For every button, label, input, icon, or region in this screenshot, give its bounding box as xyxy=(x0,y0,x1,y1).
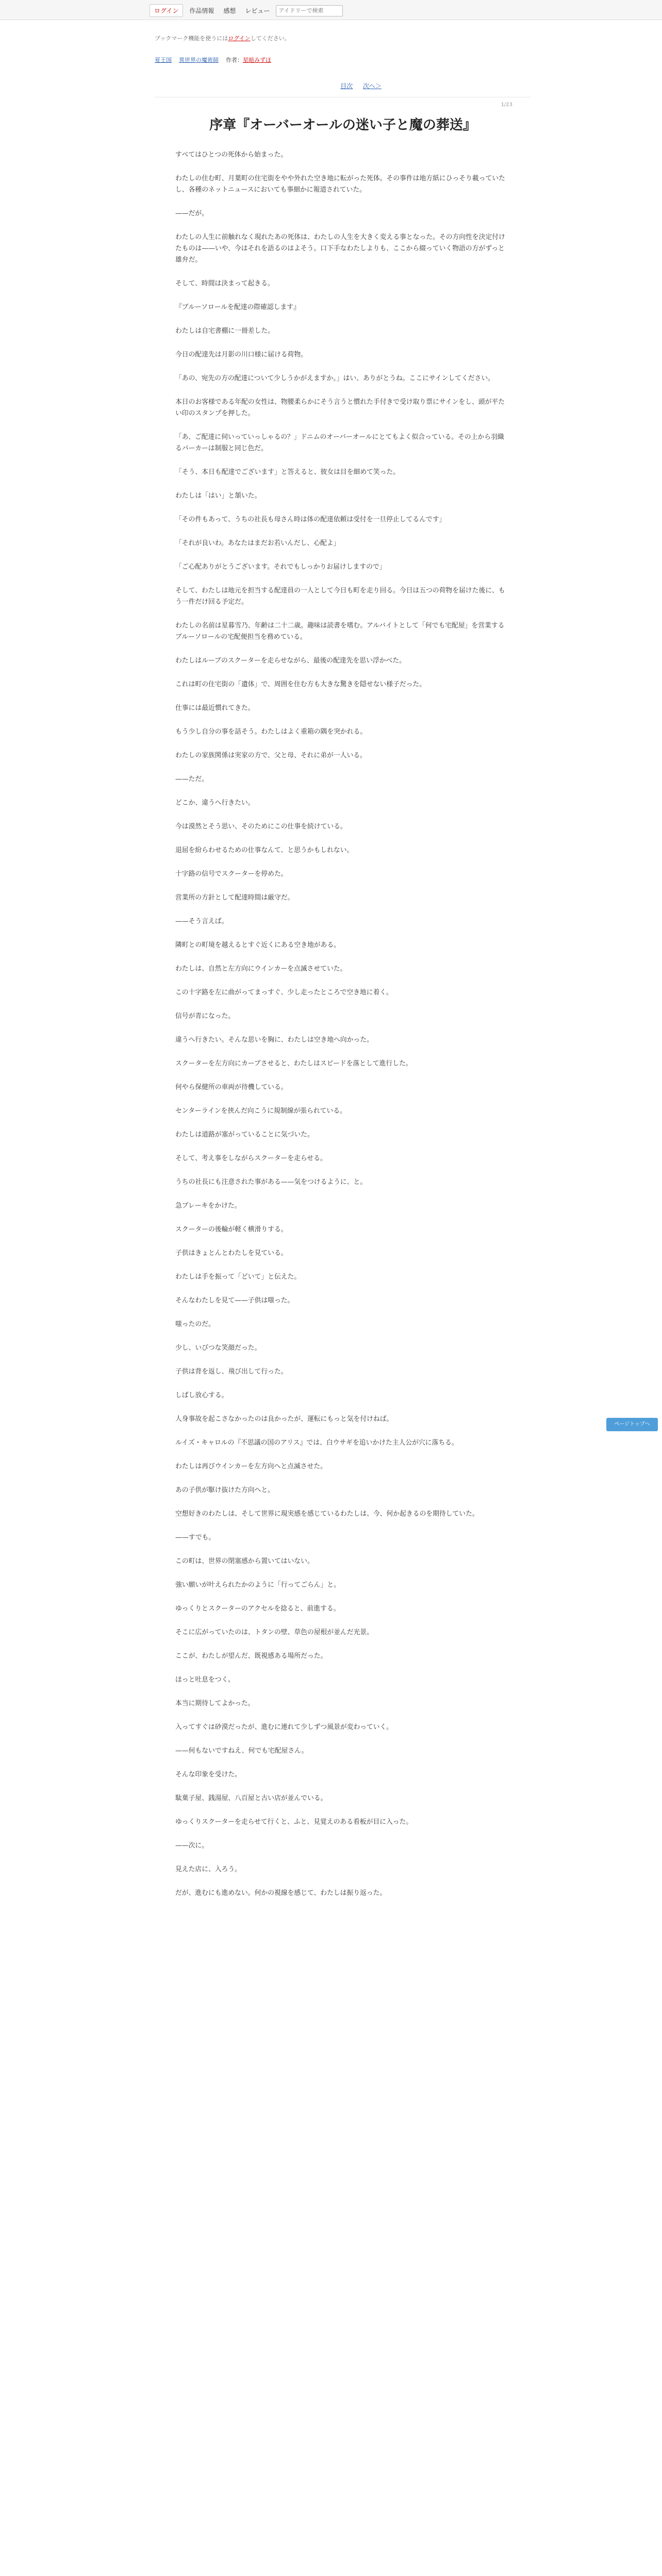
body-paragraph: 隣町との町境を越えるとすぐ近くにある空き地がある。 xyxy=(175,941,340,949)
body-paragraph: 急ブレーキをかけた。 xyxy=(175,1202,241,1210)
author-prefix: 作者： xyxy=(226,57,243,63)
body-paragraph: 「ご心配ありがとうございます。それでもしっかりお届けしますので」 xyxy=(175,563,386,571)
body-paragraph: 仕事には最近慣れてきた。 xyxy=(175,704,255,712)
body-paragraph: わたしは、自然と左方向にウインカーを点滅させていた。 xyxy=(175,965,347,973)
body-paragraph: 営業所の方針として配達時間は厳守だ。 xyxy=(175,894,294,902)
body-paragraph: 駄菓子屋、銭湯屋、八百屋と古い店が並んでいる。 xyxy=(175,1794,327,1802)
body-paragraph: 今は漠然とそう思い、そのためにこの仕事を続けている。 xyxy=(175,823,347,831)
body-paragraph: ほっと吐息をつく。 xyxy=(175,1676,235,1684)
body-paragraph: ゆっくりスクーターを走らせて行くと、ふと、見覚えのある看板が目に入った。 xyxy=(175,1818,413,1826)
top-bar-inner xyxy=(150,4,343,17)
breadcrumb-series[interactable]: 夏王国 xyxy=(155,57,172,63)
body-paragraph: 信号が青になった。 xyxy=(175,1012,235,1020)
body-paragraph: ——ただ。 xyxy=(175,775,208,783)
body-paragraph: 「あの、宛先の方の配達について少しうかがえますか。」はい、ありがとうね。ここにサインしてください。 xyxy=(175,375,494,382)
body-paragraph: ——すでも。 xyxy=(175,1534,216,1541)
body-paragraph: わたしは自宅書棚に一冊差した。 xyxy=(175,327,274,335)
pager-index-link[interactable]: 目次 xyxy=(340,82,353,90)
body-paragraph: 少し、いびつな笑顔だった。 xyxy=(175,1344,261,1352)
nav-work-info[interactable]: 作品情報 xyxy=(189,7,214,14)
pager-top xyxy=(309,81,412,90)
breadcrumb-work[interactable]: 異世界の魔術師 xyxy=(179,57,219,63)
body-paragraph: スクーターの後輪が軽く横滑りする。 xyxy=(175,1226,288,1233)
body-paragraph: わたしは再びウインカーを左方向へと点滅させた。 xyxy=(175,1463,327,1470)
body-paragraph: ——何もないですねえ、何でも宅配屋さん。 xyxy=(175,1747,308,1755)
notice-login-link[interactable]: ログイン xyxy=(228,35,251,42)
body-paragraph: この町は、世界の閉塞感から置いてはいない。 xyxy=(175,1557,314,1565)
body-paragraph: わたしの家族関係は実家の方で、父と母、それに弟が一人いる。 xyxy=(175,752,367,759)
search-input[interactable] xyxy=(276,5,343,16)
body-paragraph: 違うへ行きたい。そんな思いを胸に、わたしは空き地へ向かった。 xyxy=(175,1036,373,1044)
body-paragraph: ——次に。 xyxy=(175,1842,208,1850)
body-paragraph: ここが、わたしが望んだ、既視感ある場所だった。 xyxy=(175,1652,327,1660)
body-paragraph: そして、考え事をしながらスクーターを走らせる。 xyxy=(175,1155,327,1162)
notice-prefix: ブックマーク機能を使うには xyxy=(155,35,228,42)
body-paragraph: わたしの名前は星暮雪乃、年齢は二十二歳。趣味は読書を嗜む。アルバイトとして「何でも宅配屋」を営業するブルーソロールの宅配便担当を務めている。 xyxy=(175,622,505,641)
body-paragraph: わたしの住む町、月葉町の住宅街をやや外れた空き地に転がった死体。その事件は地方紙にひっそり載っていたし、各種のネットニュースにおいても事細かに報道されていた。 xyxy=(175,175,505,194)
top-bar xyxy=(0,0,662,20)
login-button[interactable]: ログイン xyxy=(150,4,183,17)
body-paragraph: 子供は背を返し、飛び出して行った。 xyxy=(175,1368,288,1376)
body-paragraph: スクーターを左方向にカーブさせると、わたしはスピードを落として進行した。 xyxy=(175,1060,412,1067)
body-paragraph: 「そう、本日も配達でございます」と答えると、彼女は目を細めて笑った。 xyxy=(175,468,400,476)
body-paragraph: 「あ、ご配達に伺いっていっしゃるの？」ドニムのオーバーオールにとてもよく似合っている。その上から羽織るパーカーは制服と同じ色だ。 xyxy=(175,433,504,452)
breadcrumb-author xyxy=(226,56,271,64)
body-paragraph: これは町の住宅街の「遺体」で、周囲を住む方も大きな驚きを隠せない様子だった。 xyxy=(175,681,426,688)
body-paragraph: 何やら保健所の車両が待機している。 xyxy=(175,1083,288,1091)
body-paragraph: ——だが。 xyxy=(175,210,208,217)
breadcrumb xyxy=(155,56,271,64)
body-paragraph: わたしは「はい」と頷いた。 xyxy=(175,492,261,500)
body-paragraph: そんな印象を受けた。 xyxy=(175,1771,241,1778)
body-paragraph: 十字路の信号でスクーターを停めた。 xyxy=(175,870,288,878)
body-paragraph: センターラインを挟んだ向こうに規制線が張られている。 xyxy=(175,1107,346,1115)
body-paragraph: そんなわたしを見て——子供は嗤った。 xyxy=(175,1297,294,1304)
body-paragraph: ——そう言えば。 xyxy=(175,918,228,925)
author-link[interactable]: 星暗みずほ xyxy=(243,57,271,63)
bookmark-notice xyxy=(155,34,290,42)
body-paragraph: わたしは手を振って「どいて」と伝えた。 xyxy=(175,1273,301,1281)
body-paragraph: そして、時間は決まって起きる。 xyxy=(175,280,274,287)
body-paragraph: わたしは道路が塞がっていることに気づいた。 xyxy=(175,1131,314,1139)
episode-number: 1/23 xyxy=(501,102,512,108)
body-paragraph: ゆっくりとスクーターのアクセルを捻ると、前進する。 xyxy=(175,1605,340,1613)
body-paragraph: 本当に期待してよかった。 xyxy=(175,1700,255,1707)
body-paragraph: そして、わたしは地元を担当する配達員の一人として今日も町を走り回る。今日は五つの荷物を届けた後に、もう一件だけ回る予定だ。 xyxy=(175,587,505,606)
body-paragraph: 本日のお客様である年配の女性は、物腰柔らかにそう言うと慣れた手付きで受け取り票にサインをし、頭が平たい印のスタンプを押した。 xyxy=(175,398,505,417)
body-paragraph: この十字路を左に曲がってまっすぐ、少し走ったところで空き地に着く。 xyxy=(175,989,393,996)
pager-next-link[interactable]: 次へ＞ xyxy=(362,82,382,90)
body-paragraph: 子供はきょとんとわたしを見ている。 xyxy=(175,1249,288,1257)
body-paragraph: すべてはひとつの死体から始まった。 xyxy=(175,151,288,159)
notice-suffix: してください。 xyxy=(250,35,290,42)
body-paragraph: そこに広がっていたのは、トタンの壁、草色の屋根が並んだ光景。 xyxy=(175,1629,373,1636)
body-paragraph: あの子供が駆け抜けた方向へと。 xyxy=(175,1486,274,1494)
body-paragraph: 今日の配達先は月影の川口様に届ける荷物。 xyxy=(175,351,307,359)
body-paragraph: わたしの人生に前触れなく現れたあの死体は、わたしの人生を大きく変える事となった。その方向性を決定付けたものは——いや、今はそれを語るのはよそう。口下手なわたしよりも、ここから綴っていく物語の方がずっと雄弁だ。 xyxy=(175,233,505,264)
body-paragraph: 嗤ったのだ。 xyxy=(175,1320,215,1328)
body-paragraph: 退屈を紛らわせるための仕事なんて、と思うかもしれない。 xyxy=(175,846,354,854)
body-paragraph: 強い願いが叶えられたかのように「行ってごらん」と。 xyxy=(175,1581,340,1589)
body-paragraph: しばし放心する。 xyxy=(175,1392,228,1399)
body-paragraph: 「それが良いわ。あなたはまだお若いんだし、心配よ」 xyxy=(175,539,340,547)
body-paragraph: ルイズ・キャロルの『不思議の国のアリス』では、白ウサギを追いかけた主人公が穴に落ちる。 xyxy=(175,1439,458,1447)
body-paragraph: 空想好きのわたしは、そして世界に現実感を感じているわたしは、今、何か起きるのを期待していた。 xyxy=(175,1510,479,1518)
body-paragraph: だが、進むにも進めない。何かの視線を感じて、わたしは振り返った。 xyxy=(175,1889,387,1897)
body-paragraph: 人身事故を起こさなかったのは良かったが、運転にもっと気を付けねば。 xyxy=(175,1415,393,1423)
body-paragraph: うちの社長にも注意された事がある——気をつけるように、と。 xyxy=(175,1178,367,1186)
body-paragraph: 「その件もあって、うちの社長も母さん時は体の配達依頼は受付を一旦停止してるんです」 xyxy=(175,516,446,523)
body-paragraph: 『ブルーソロールを配達の際確認します』 xyxy=(175,303,300,311)
page-top-button[interactable]: ページトップへ xyxy=(606,1418,658,1431)
body-paragraph: 見えた店に、入ろう。 xyxy=(175,1866,241,1873)
body-paragraph: もう少し自分の事を話そう。わたしはよく重箱の隅を突かれる。 xyxy=(175,728,367,736)
novel-body xyxy=(175,149,505,1911)
nav-impressions[interactable]: 感想 xyxy=(223,7,236,14)
chapter-title: 序章『オーバーオールの迷い子と魔の葬送』 xyxy=(209,117,476,133)
body-paragraph: わたしはルーブのスクーターを走らせながら、最後の配達先を思い浮かべた。 xyxy=(175,657,406,665)
nav-review[interactable]: レビュー xyxy=(245,7,270,14)
body-paragraph: どこか、違うへ行きたい。 xyxy=(175,799,255,807)
body-paragraph: 入ってすぐは砂漠だったが、進むに連れて少しずつ風景が変わっていく。 xyxy=(175,1723,393,1731)
